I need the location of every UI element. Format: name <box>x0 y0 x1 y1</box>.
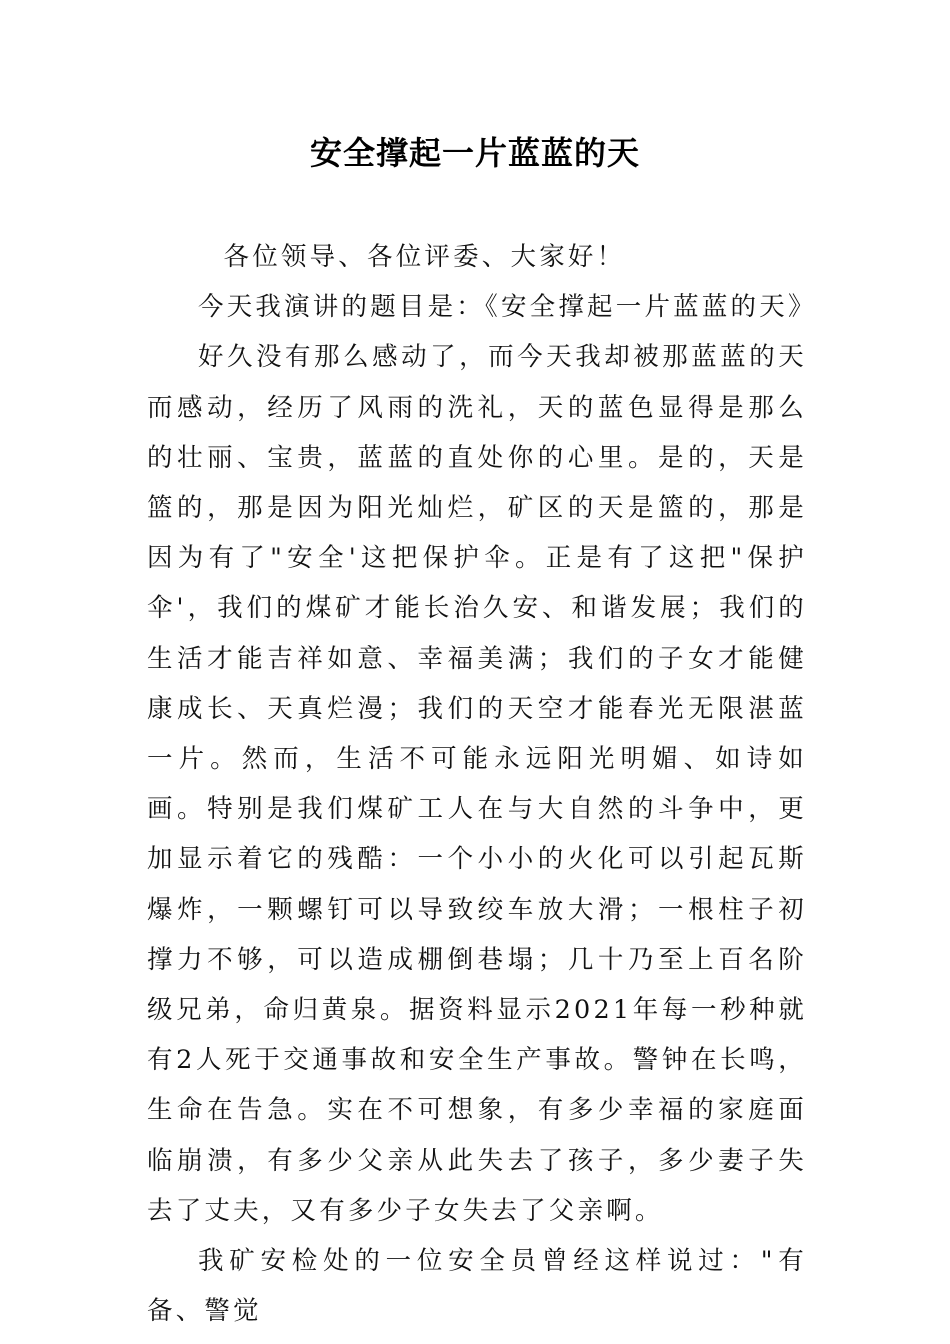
paragraph-quote-start: 我矿安检处的一位安全员曾经这样说过："有备、警觉 <box>147 1246 807 1327</box>
paragraph-greeting: 各位领导、各位评委、大家好！ <box>223 242 626 272</box>
paragraph-topic: 今天我演讲的题目是：《安全撑起一片蓝蓝的天》 <box>198 292 817 323</box>
paragraph-main: 好久没有那么感动了，而今天我却被那蓝蓝的天而感动，经历了风雨的洗礼，天的蓝色显得是那么的壮丽、宝贵，蓝蓝的直处你的心里。是的，天是篮的，那是因为阳光灿烂，矿区的天是篮的，那是因为有了"安全'这把保护伞。正是有了这把"保护伞'，我们的煤矿才能长治久安、和谐发展；我们的生活才能吉祥如意、幸福美满；我们的子女才能健康成长、天真烂漫；我们的天空才能春光无限湛蓝一片。然而，生活不可能永远阳光明媚、如诗如画。特别是我们煤矿工人在与大自然的斗争中，更加显示着它的残酷：一个小小的火化可以引起瓦斯爆炸，一颗螺钉可以导致绞车放大滑；一根柱子初撑力不够，可以造成棚倒巷塌；几十乃至上百名阶级兄弟，命归黄泉。据资料显示2021年每一秒种就有2人死于交通事故和安全生产事故。警钟在长鸣，生命在告急。实在不可想象，有多少幸福的家庭面临崩溃，有多少父亲从此失去了孩子，多少妻子失去了丈夫，又有多少子女失去了父亲啊。 <box>147 342 807 1226</box>
document-body <box>147 232 817 1336</box>
document-title: 安全撑起一片蓝蓝的天 <box>309 134 640 172</box>
